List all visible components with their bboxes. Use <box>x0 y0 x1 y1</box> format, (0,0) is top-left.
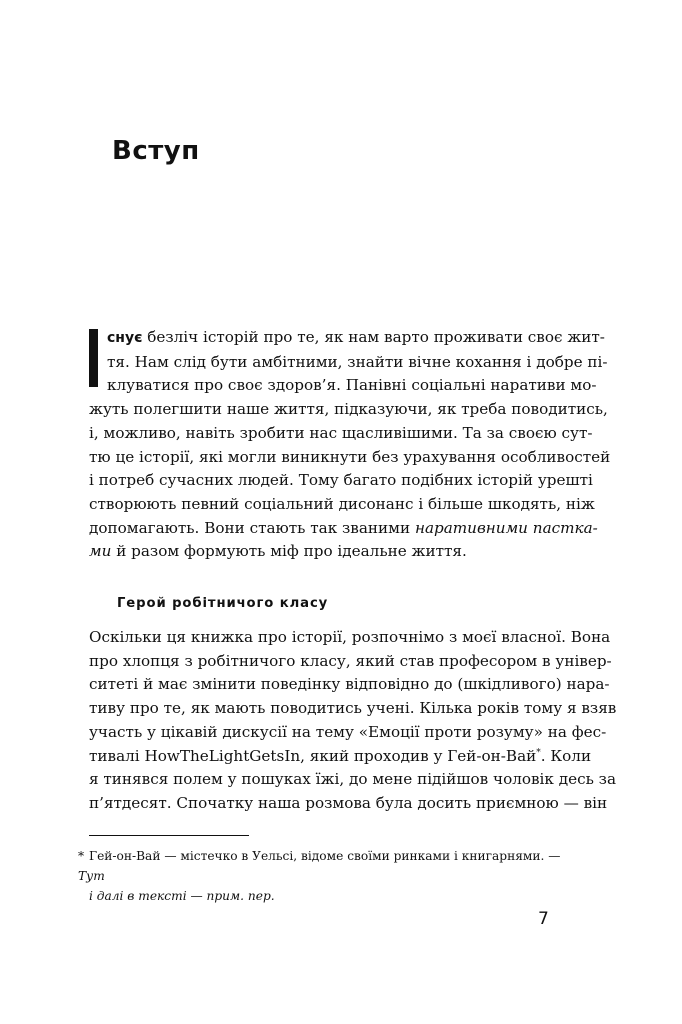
section-line: ситеті й має змінити поведінку відповідно до (шкідливого) нара- <box>89 675 610 694</box>
intro-line: снує безліч історій про те, як нам варто проживати своє жит- <box>107 328 605 346</box>
footnote-reference[interactable]: * <box>536 747 541 758</box>
lead-word: снує <box>107 330 143 346</box>
intro-line: допомагають. Вони стають так званими наративними пастка- <box>89 518 598 537</box>
footnote-divider <box>89 835 249 836</box>
footnote: * Гей-он-Вай — містечко в Уельсі, відоме своїми ринками і книгарнями. — Тут і далі в тексті — прим. пер. <box>78 846 578 906</box>
intro-line: клуватися про своє здоров’я. Панівні соціальні наративи мо- <box>107 376 597 395</box>
emphasis: наративними пастка- <box>414 518 598 537</box>
emphasis: ми <box>89 542 112 561</box>
section-line: про хлопця з робітничого класу, який став професором в універ- <box>89 651 612 670</box>
intro-line: і потреб сучасних людей. Тому багато подібних історій урешті <box>89 471 593 490</box>
section-line: тиву про те, як мають поводитись учені. Кілька років тому я взяв <box>89 699 617 718</box>
emphasis: Тут <box>78 869 105 883</box>
section-line: тивалі HowTheLightGetsIn, який проходив у Гей-он-Вай*. Коли <box>89 746 592 765</box>
chapter-title: Вступ <box>112 136 200 166</box>
intro-line: тю це історії, які могли виникнути без урахування особливостей <box>89 447 611 466</box>
emphasis: прим. пер. <box>206 889 275 903</box>
intro-line: і, можливо, навіть зробити нас щасливішими. Та за своєю сут- <box>89 423 593 442</box>
emphasis: і далі в тексті <box>89 889 187 903</box>
intro-line: ми й разом формують міф про ідеальне життя. <box>89 542 467 561</box>
section-line: п’ятдесят. Спочатку наша розмова була досить приємною — він <box>89 793 608 812</box>
page-number: 7 <box>538 909 549 929</box>
footnote-line: і далі в тексті — прим. пер. <box>89 889 275 903</box>
section-line: я тинявся полем у пошуках їжі, до мене підійшов чоловік десь за <box>89 770 617 789</box>
intro-line: тя. Нам слід бути амбітними, знайти вічне кохання і добре пі- <box>107 352 608 371</box>
footnote-marker: * <box>78 849 85 863</box>
section-line: участь у цікавій дискусії на тему «Емоції проти розуму» на фес- <box>89 722 607 741</box>
intro-paragraph <box>89 326 611 564</box>
intro-line: створюють певний соціальний дисонанс і більше шкодять, ніж <box>89 494 595 513</box>
section-heading: Герой робітничого класу <box>117 596 329 611</box>
section-line: Оскільки ця книжка про історії, розпочнімо з моєї власної. Вона <box>89 628 611 646</box>
section-paragraph <box>89 626 617 816</box>
intro-line: жуть полегшити наше життя, підказуючи, як треба поводитись, <box>89 400 608 419</box>
